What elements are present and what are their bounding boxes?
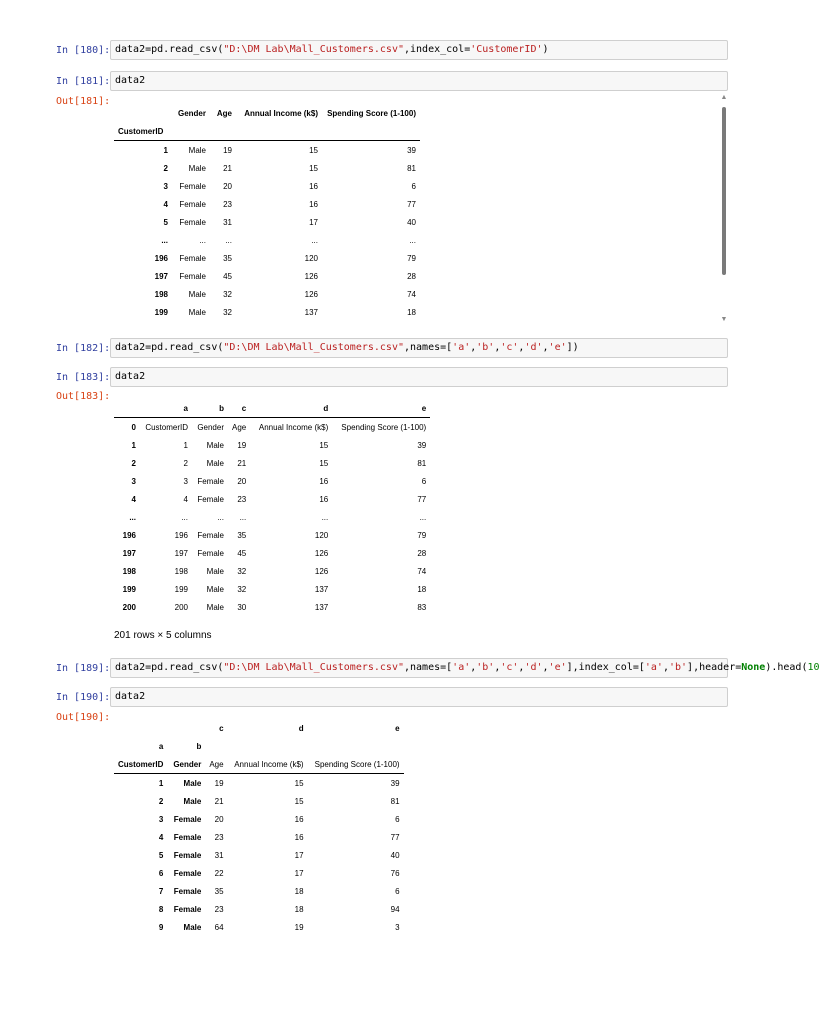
table-cell: 20 — [223, 181, 232, 191]
column-header: a — [140, 399, 192, 418]
table-cell: 16 — [309, 199, 318, 209]
in-prompt-182: In [182]: — [56, 343, 111, 354]
scroll-up-arrow-icon[interactable]: ▲ — [720, 94, 728, 101]
table-cell: 200 — [174, 602, 188, 612]
table-row — [114, 231, 420, 249]
table-cell: Male — [188, 163, 206, 173]
table-cell: 21 — [223, 163, 232, 173]
row-index: 198 — [154, 289, 168, 299]
table-row — [114, 562, 430, 580]
table-cell: 45 — [237, 548, 247, 558]
table-cell: Male — [206, 566, 224, 576]
dataframe-output-190 — [114, 719, 404, 936]
table-cell: 198 — [174, 566, 188, 576]
table-cell: 64 — [214, 922, 224, 932]
table-cell: CustomerID — [145, 422, 188, 432]
code-token: ],index_col=[ — [566, 662, 645, 673]
row-index: Male — [183, 778, 202, 788]
row-index: 3 — [158, 814, 164, 824]
table-cell: 35 — [223, 253, 232, 263]
table-cell: 40 — [407, 217, 416, 227]
code-token: 'a' — [644, 662, 663, 673]
code-token: "D:\DM Lab\Mall_Customers.csv" — [223, 662, 404, 673]
table-cell: Female — [197, 548, 224, 558]
table-cell: 81 — [390, 796, 400, 806]
table-cell: 120 — [304, 253, 318, 263]
row-index: 5 — [163, 217, 168, 227]
code-token: data2=pd.read_csv( — [115, 44, 224, 55]
table-cell: 83 — [417, 602, 427, 612]
scrollbar-thumb[interactable] — [722, 107, 726, 275]
code-cell-183[interactable]: data2 — [110, 367, 728, 387]
code-token: data2=pd.read_csv( — [115, 662, 224, 673]
table-cell: ... — [311, 235, 318, 245]
table-cell: Male — [206, 584, 224, 594]
code-cell-189[interactable] — [110, 658, 820, 678]
table-cell: 18 — [407, 307, 416, 317]
table-cell: 77 — [417, 494, 427, 504]
code-string: "D:\DM Lab\Mall_Customers.csv" — [223, 44, 404, 55]
table-cell: 94 — [390, 904, 400, 914]
column-subheader: Age — [205, 755, 227, 774]
row-index: 197 — [122, 548, 136, 558]
table-row — [114, 454, 430, 472]
column-header: Annual Income (k$) — [244, 108, 318, 118]
table-cell: Annual Income (k$) — [258, 422, 329, 432]
table-cell: 79 — [417, 530, 427, 540]
table-cell: 32 — [223, 289, 232, 299]
table-cell: 120 — [314, 530, 329, 540]
table-cell: 32 — [237, 584, 247, 594]
column-subheader: Gender — [167, 755, 205, 774]
row-index: 2 — [163, 163, 168, 173]
table-row — [114, 828, 404, 846]
table-cell: 126 — [304, 289, 318, 299]
code-token: , — [494, 342, 501, 353]
table-cell: 16 — [319, 494, 329, 504]
out-prompt-181: Out[181]: — [56, 96, 111, 107]
table-row — [114, 882, 404, 900]
table-cell: 74 — [417, 566, 427, 576]
row-index: 196 — [154, 253, 168, 263]
row-index: 3 — [131, 476, 136, 486]
table-row — [114, 580, 430, 598]
code-token: , — [494, 662, 501, 673]
row-index: 1 — [131, 440, 136, 450]
output-scrollbar[interactable] — [720, 94, 728, 324]
table-cell: 31 — [214, 850, 224, 860]
table-cell: 17 — [294, 868, 304, 878]
code-token: , — [542, 342, 549, 353]
row-index: ... — [161, 235, 168, 245]
table-row — [114, 598, 430, 616]
table-cell: 196 — [174, 530, 188, 540]
code-token: 'd' — [524, 662, 543, 673]
row-index: 199 — [154, 307, 168, 317]
code-token: 'e' — [548, 342, 567, 353]
column-header: Gender — [177, 108, 206, 118]
table-cell: Spending Score (1-100) — [341, 422, 427, 432]
table-row — [114, 544, 430, 562]
in-prompt-190: In [190]: — [56, 692, 111, 703]
index-name: CustomerID — [114, 122, 172, 141]
table-cell: 77 — [390, 832, 400, 842]
index-name: a — [158, 741, 164, 751]
table-cell: Male — [188, 307, 206, 317]
code-token: "D:\DM Lab\Mall_Customers.csv" — [223, 342, 404, 353]
column-subheader: Spending Score (1-100) — [308, 755, 404, 774]
table-cell: 31 — [223, 217, 232, 227]
table-cell: 15 — [294, 796, 304, 806]
table-row — [114, 490, 430, 508]
table-cell: 18 — [417, 584, 427, 594]
row-index: 8 — [158, 904, 164, 914]
table-cell: ... — [239, 512, 247, 522]
table-row — [114, 213, 420, 231]
table-cell: 15 — [309, 145, 318, 155]
table-row — [114, 846, 404, 864]
table-cell: ... — [181, 512, 188, 522]
code-token: ) — [542, 44, 549, 55]
table-cell: Female — [197, 530, 224, 540]
row-index: 4 — [158, 832, 164, 842]
table-cell: Female — [197, 494, 224, 504]
code-token: , — [518, 342, 525, 353]
table-cell: Female — [179, 199, 206, 209]
table-cell: 39 — [407, 145, 416, 155]
code-cell-182[interactable] — [110, 338, 728, 358]
table-row — [114, 774, 404, 793]
table-cell: 23 — [223, 199, 232, 209]
table-cell: 197 — [174, 548, 188, 558]
table-cell: 15 — [319, 440, 329, 450]
table-cell: 45 — [223, 271, 232, 281]
column-header: Age — [216, 108, 232, 118]
row-index: 196 — [122, 530, 136, 540]
table-cell: 32 — [223, 307, 232, 317]
code-token: 'c' — [500, 342, 519, 353]
table-cell: 2 — [183, 458, 188, 468]
table-cell: 137 — [314, 602, 329, 612]
table-cell: ... — [419, 512, 427, 522]
table-cell: Female — [179, 217, 206, 227]
table-cell: 15 — [309, 163, 318, 173]
table-cell: 22 — [214, 868, 224, 878]
table-cell: 39 — [390, 778, 400, 788]
table-cell: ... — [321, 512, 329, 522]
code-token: , — [542, 662, 549, 673]
column-subheader: Annual Income (k$) — [228, 755, 308, 774]
code-string: 'CustomerID' — [470, 44, 543, 55]
dataframe-output-181 — [114, 104, 420, 321]
column-header: b — [192, 399, 228, 418]
table-cell: Male — [206, 440, 224, 450]
code-token: data2=pd.read_csv( — [115, 342, 224, 353]
table-cell: 126 — [314, 566, 329, 576]
code-token: , — [662, 662, 669, 673]
table-cell: 6 — [395, 814, 400, 824]
table-cell: 17 — [294, 850, 304, 860]
table-cell: ... — [217, 512, 224, 522]
out-prompt-183: Out[183]: — [56, 391, 111, 402]
table-row — [114, 141, 420, 160]
table-row — [114, 508, 430, 526]
code-token: 'b' — [476, 342, 495, 353]
table-row — [114, 526, 430, 544]
out-prompt-190: Out[190]: — [56, 712, 111, 723]
row-index: 0 — [131, 422, 136, 432]
table-cell: Female — [179, 181, 206, 191]
table-cell: 137 — [304, 307, 318, 317]
table-row — [114, 792, 404, 810]
table-cell: 76 — [390, 868, 400, 878]
table-cell: ... — [225, 235, 232, 245]
code-token: , — [470, 342, 477, 353]
row-index: 7 — [158, 886, 164, 896]
row-index: 199 — [122, 584, 136, 594]
table-cell: 15 — [294, 778, 304, 788]
table-cell: Female — [197, 476, 224, 486]
row-index: Female — [173, 832, 202, 842]
table-row — [114, 918, 404, 936]
in-prompt-180: In [180]: — [56, 45, 111, 56]
table-cell: 20 — [214, 814, 224, 824]
code-token: 'a' — [452, 662, 471, 673]
table-cell: 15 — [319, 458, 329, 468]
table-row — [114, 900, 404, 918]
table-cell: 6 — [395, 886, 400, 896]
table-cell: 6 — [421, 476, 427, 486]
code-token: ,index_col= — [404, 44, 471, 55]
row-index: Male — [183, 922, 202, 932]
table-cell: 19 — [294, 922, 304, 932]
row-index: 9 — [158, 922, 164, 932]
table-cell: 81 — [407, 163, 416, 173]
row-index: 5 — [158, 850, 164, 860]
column-header: d — [298, 723, 304, 733]
code-cell-190[interactable]: data2 — [110, 687, 728, 707]
code-token: 'c' — [500, 662, 519, 673]
code-token: 'b' — [668, 662, 688, 673]
table-cell: 3 — [395, 922, 400, 932]
table-cell: 19 — [237, 440, 247, 450]
table-row — [114, 418, 430, 437]
table-row — [114, 472, 430, 490]
table-cell: 4 — [183, 494, 188, 504]
row-index: 4 — [131, 494, 136, 504]
table-cell: 16 — [294, 814, 304, 824]
table-cell: Male — [188, 145, 206, 155]
code-token: ]) — [566, 342, 579, 353]
column-header: e — [395, 723, 400, 733]
code-token: 'a' — [452, 342, 471, 353]
table-cell: 199 — [174, 584, 188, 594]
column-subheader: CustomerID — [114, 755, 167, 774]
column-header: Spending Score (1-100) — [327, 108, 416, 118]
index-name: b — [196, 741, 202, 751]
table-cell: ... — [199, 235, 206, 245]
column-header: c — [219, 723, 224, 733]
table-cell: Male — [206, 458, 224, 468]
code-token: ],header= — [687, 662, 742, 673]
code-token: 'b' — [476, 662, 495, 673]
table-cell: 81 — [417, 458, 427, 468]
table-cell: ... — [409, 235, 416, 245]
table-row — [114, 177, 420, 195]
table-row — [114, 195, 420, 213]
index-header-blank — [114, 104, 172, 122]
table-cell: 126 — [304, 271, 318, 281]
table-cell: 40 — [390, 850, 400, 860]
table-row — [114, 864, 404, 882]
code-token: None — [741, 662, 766, 673]
table-cell: 35 — [237, 530, 247, 540]
table-cell: 126 — [314, 548, 329, 558]
in-prompt-189: In [189]: — [56, 663, 111, 674]
table-cell: 21 — [237, 458, 247, 468]
table-cell: 74 — [407, 289, 416, 299]
code-token: 'e' — [548, 662, 567, 673]
row-index: 2 — [158, 796, 164, 806]
row-index: 197 — [154, 271, 168, 281]
table-cell: 18 — [294, 886, 304, 896]
column-header: d — [250, 399, 332, 418]
table-cell: 28 — [407, 271, 416, 281]
table-cell: 79 — [407, 253, 416, 263]
table-cell: Male — [188, 289, 206, 299]
code-token: ,names=[ — [404, 662, 453, 673]
code-cell-180[interactable] — [110, 40, 728, 60]
row-index: 1 — [158, 778, 164, 788]
row-index: Female — [173, 850, 202, 860]
table-cell: 39 — [417, 440, 427, 450]
row-index: 200 — [122, 602, 136, 612]
code-token: , — [470, 662, 477, 673]
table-cell: Female — [179, 253, 206, 263]
table-cell: 23 — [214, 832, 224, 842]
table-cell: 32 — [237, 566, 247, 576]
table-cell: 21 — [214, 796, 224, 806]
table-cell: 17 — [309, 217, 318, 227]
row-index: Female — [173, 904, 202, 914]
table-row — [114, 249, 420, 267]
dataframe-output-183 — [114, 399, 430, 616]
table-cell: 1 — [183, 440, 188, 450]
table-row — [114, 303, 420, 321]
scroll-down-arrow-icon[interactable]: ▼ — [720, 316, 728, 323]
row-index: 6 — [158, 868, 164, 878]
table-cell: Age — [232, 422, 247, 432]
in-prompt-181: In [181]: — [56, 76, 111, 87]
code-token: ,names=[ — [404, 342, 453, 353]
in-prompt-183: In [183]: — [56, 372, 111, 383]
table-cell: 28 — [417, 548, 427, 558]
table-cell: 18 — [294, 904, 304, 914]
table-cell: 16 — [319, 476, 329, 486]
table-cell: 19 — [223, 145, 232, 155]
row-index: 1 — [163, 145, 168, 155]
row-index: Female — [173, 886, 202, 896]
column-header: e — [332, 399, 430, 418]
row-index: Female — [173, 814, 202, 824]
table-row — [114, 285, 420, 303]
table-row — [114, 159, 420, 177]
table-cell: 6 — [411, 181, 416, 191]
table-cell: 137 — [314, 584, 329, 594]
table-cell: 3 — [183, 476, 188, 486]
table-cell: 77 — [407, 199, 416, 209]
table-row — [114, 810, 404, 828]
row-index: 198 — [122, 566, 136, 576]
code-cell-181[interactable]: data2 — [110, 71, 728, 91]
table-cell: 35 — [214, 886, 224, 896]
row-index: Female — [173, 868, 202, 878]
table-cell: 30 — [237, 602, 247, 612]
column-header: c — [228, 399, 250, 418]
code-token: 'd' — [524, 342, 543, 353]
code-token: ).head( — [765, 662, 808, 673]
row-index: 3 — [163, 181, 168, 191]
row-index: 2 — [131, 458, 136, 468]
table-row — [114, 267, 420, 285]
row-index: Male — [183, 796, 202, 806]
table-cell: 19 — [214, 778, 224, 788]
table-cell: 16 — [294, 832, 304, 842]
row-count-summary: 201 rows × 5 columns — [114, 630, 212, 641]
code-token: , — [518, 662, 525, 673]
table-cell: Female — [179, 271, 206, 281]
table-cell: 16 — [309, 181, 318, 191]
table-row — [114, 436, 430, 454]
row-index: ... — [129, 512, 136, 522]
table-cell: 23 — [237, 494, 247, 504]
row-index: 4 — [163, 199, 168, 209]
table-cell: Gender — [197, 422, 224, 432]
code-token: 10 — [807, 662, 820, 673]
table-cell: 20 — [237, 476, 247, 486]
table-cell: 23 — [214, 904, 224, 914]
table-cell: Male — [206, 602, 224, 612]
